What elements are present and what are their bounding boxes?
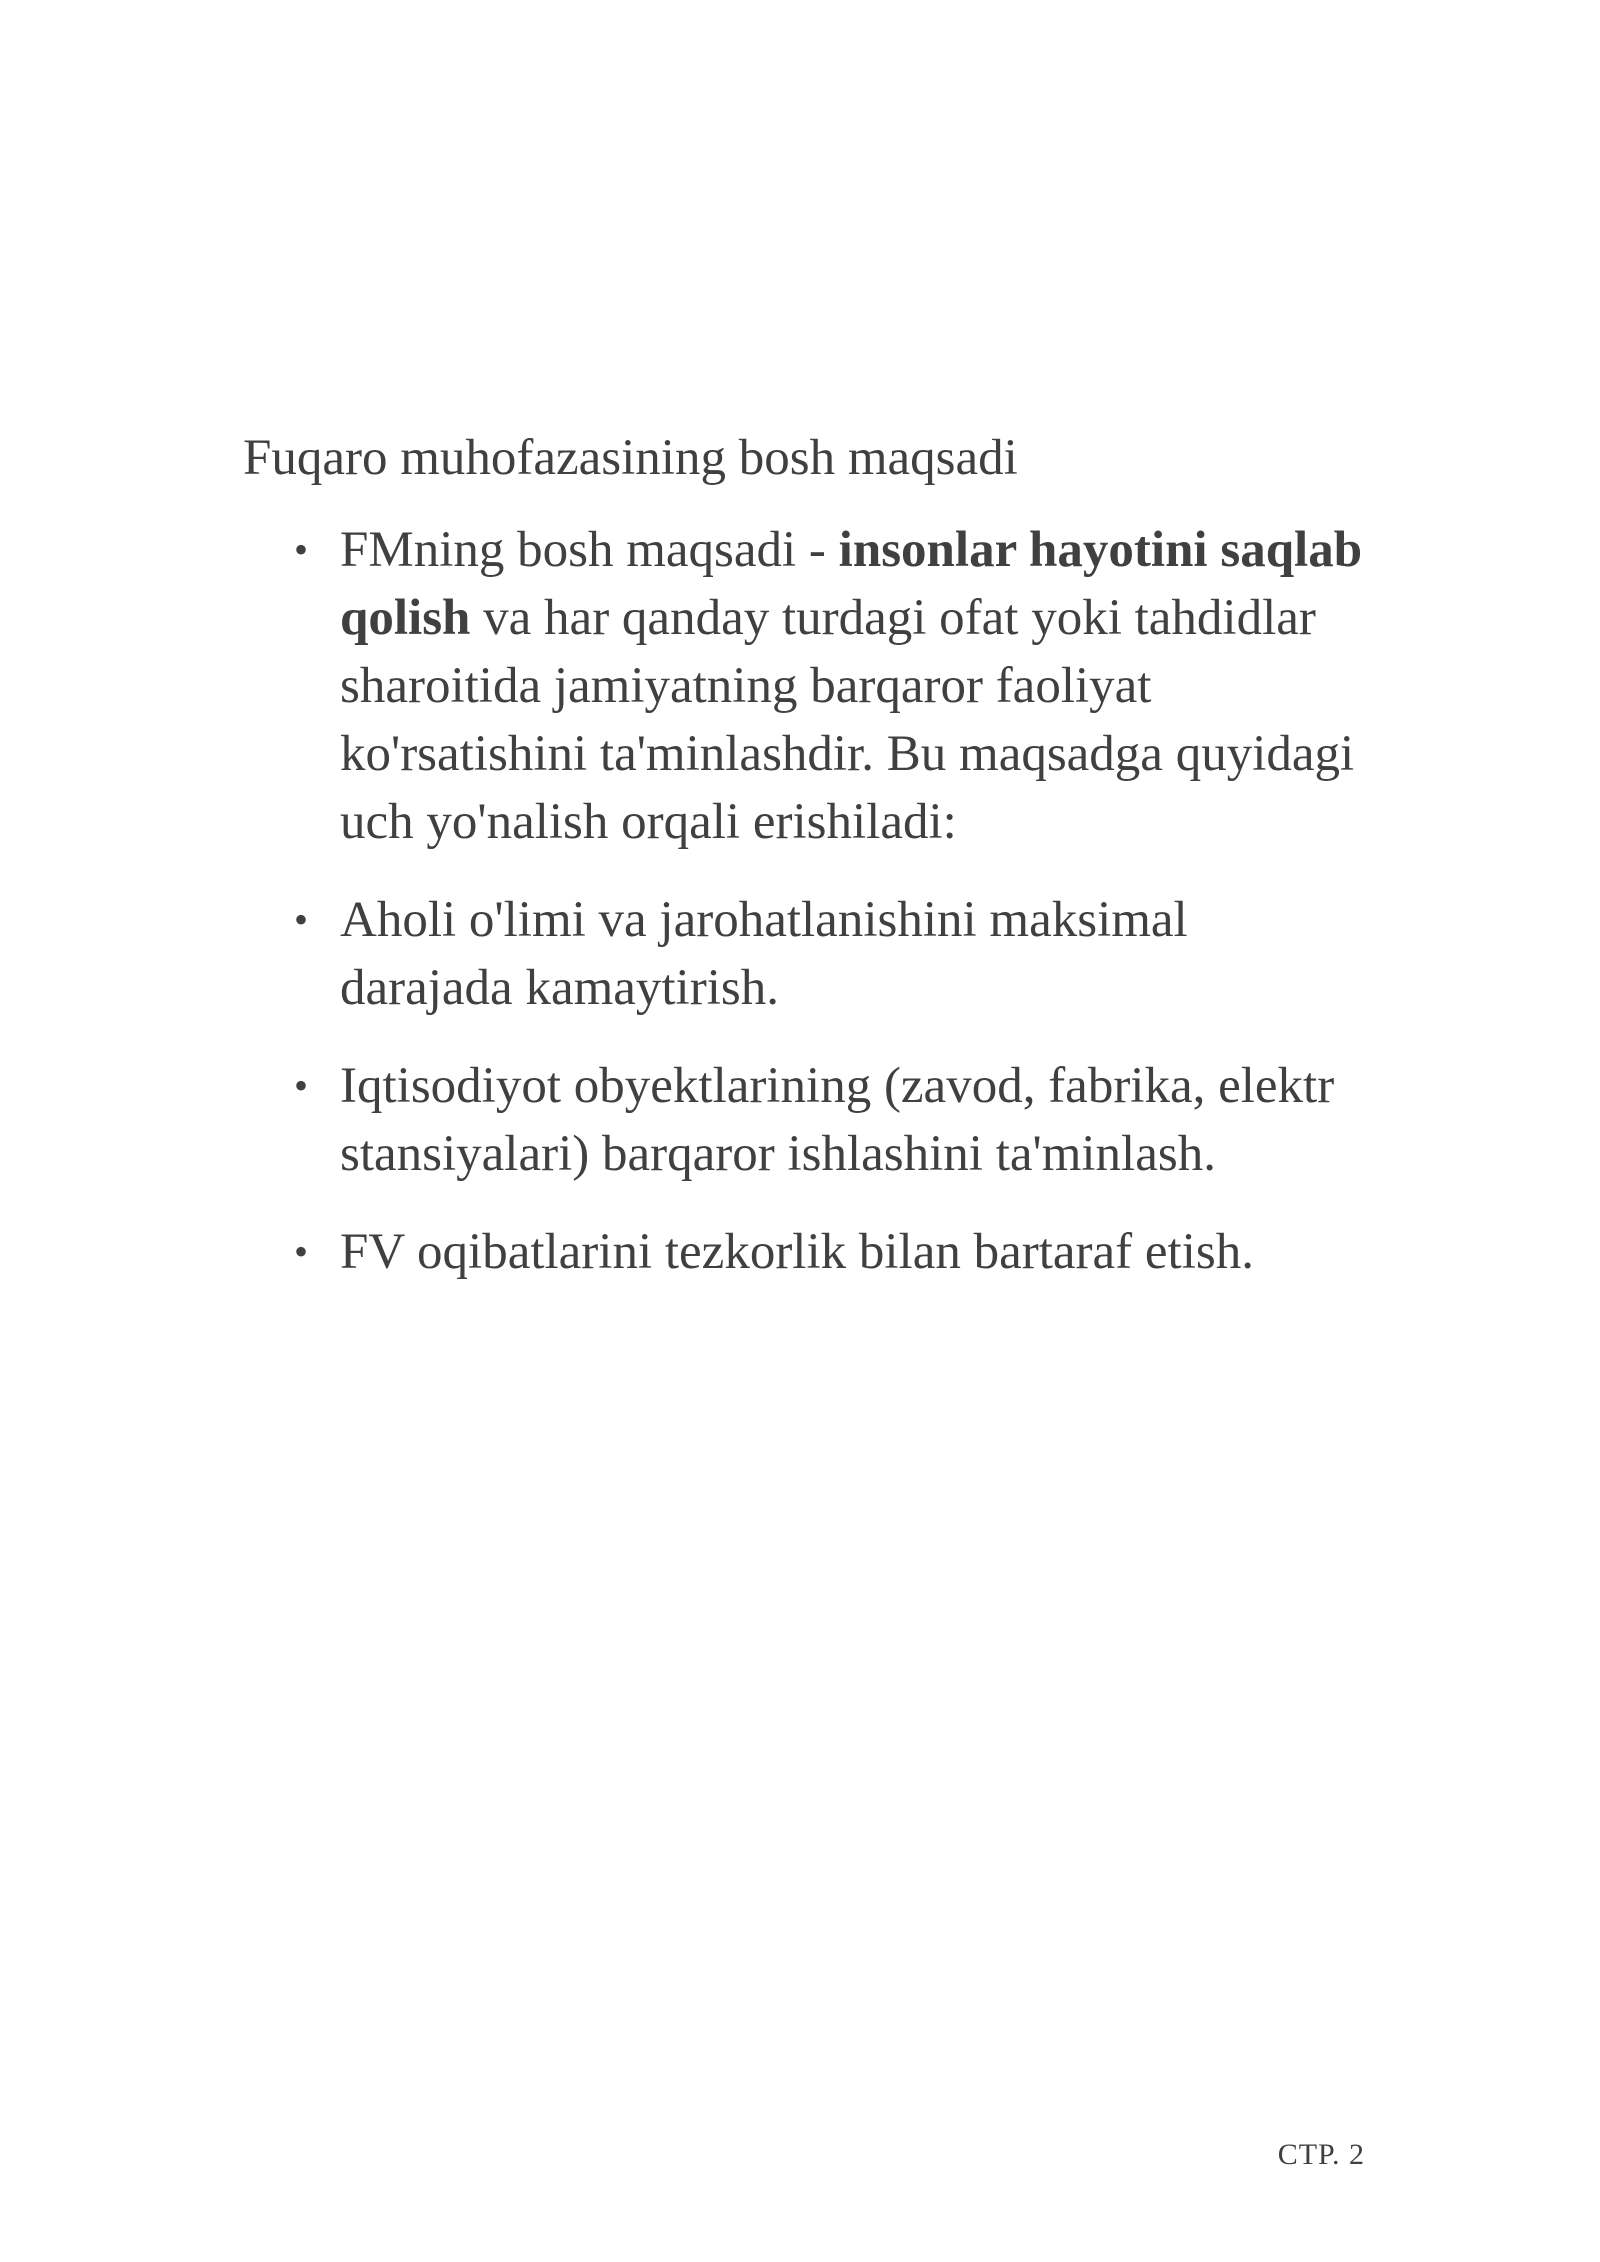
list-item <box>290 1218 1370 1286</box>
item-text: FV oqibatlarini tezkorlik bilan bartaraf etish. <box>340 1224 1254 1280</box>
page-number: СТР. 2 <box>1277 2138 1365 2171</box>
goals-list <box>290 516 1370 1316</box>
item-text-intro: FMning bosh maqsadi - <box>340 522 839 578</box>
list-item <box>290 516 1370 856</box>
bullet-icon: • <box>294 527 309 572</box>
bullet-icon: • <box>294 1063 309 1108</box>
list-item <box>290 886 1370 1022</box>
item-text-rest: va har qanday turdagi ofat yoki tahdidlar sharoitida jamiyatning barqaror faoliyat ko'rsatishini ta'minlashdir. Bu maqsadga quyidagi uch yo'nalish orqali erishiladi: <box>340 590 1355 850</box>
item-text-emphasis: insonlar hayotini saqlab qolish <box>340 522 1363 646</box>
list-item <box>290 1052 1370 1188</box>
bullet-icon: • <box>294 1229 309 1274</box>
section-heading: Fuqaro muhofazasining bosh maqsadi <box>243 430 1018 486</box>
item-text: Aholi o'limi va jarohatlanishini maksimal darajada kamaytirish. <box>340 892 1188 1016</box>
item-text: Iqtisodiyot obyektlarining (zavod, fabrika, elektr stansiyalari) barqaror ishlashini ta'minlash. <box>340 1058 1335 1182</box>
bullet-icon: • <box>294 897 309 942</box>
